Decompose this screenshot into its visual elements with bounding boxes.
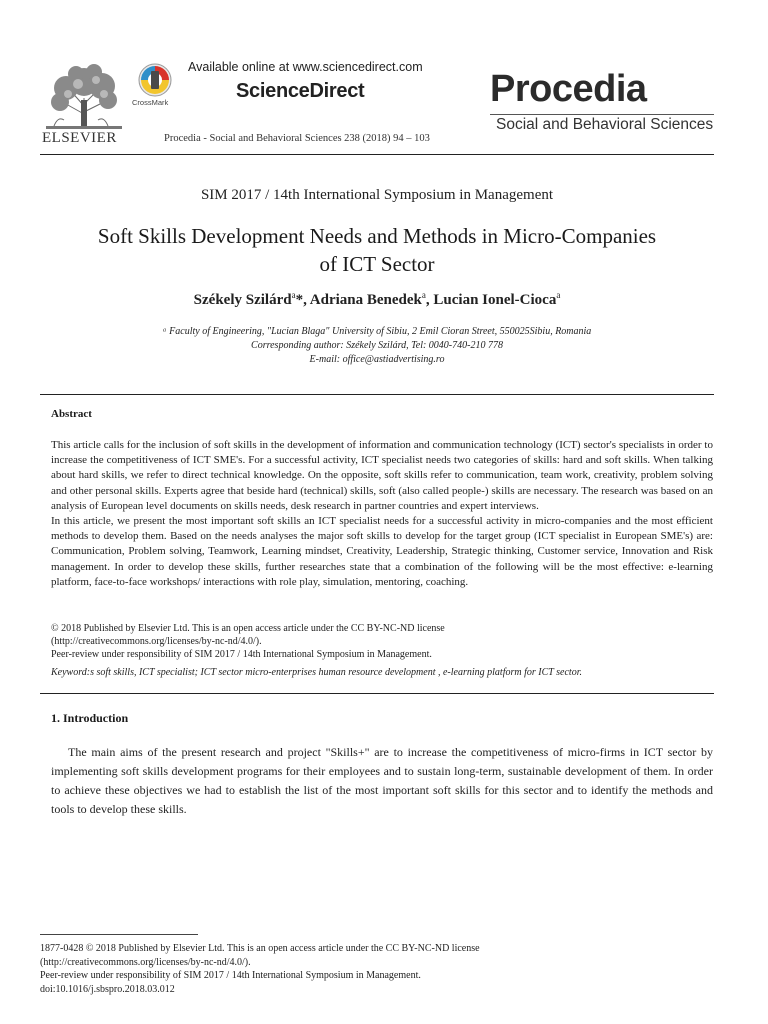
author-email[interactable]: E-mail: office@astiadvertising.ro [309,354,445,365]
affiliation-marker: a [291,290,296,300]
abstract-paragraph: In this article, we present the most important soft skills an ICT specialist needs for a successful activity in micro-companies and the most efficient methods to develop them. Based on the needs analyses the major soft skills to develop for the target group (ICT specialist in European SME's) are: Communication, Problem solving, Teamwork, Learning mindset, Creativity, Leadership, Strategic thinking, Customer service, Innovation and Risk management. In order to develop these skills, further researches state that a combination of the following will be the most effective: e-learning platform, face-to-face workshops/ interactions with role play, simulation, mentoring, coaching. [51,515,713,588]
author-name: Lucian Ionel-Cioca [433,292,557,308]
crossmark-icon[interactable] [138,63,172,97]
sciencedirect-logo[interactable]: ScienceDirect [236,80,365,102]
author-name: Székely Szilárd [193,292,292,308]
affiliation: ᵃ Faculty of Engineering, "Lucian Blaga" University of Sibiu, 2 Emil Cioran Street, 550025Sibiu, Romania [162,326,592,337]
procedia-logo-subtitle: Social and Behavioral Sciences [496,116,714,133]
affiliation-marker: a [556,290,561,300]
peer-review-note: Peer-review under responsibility of SIM 2017 / 14th International Symposium in Management. [51,649,432,660]
header-divider [40,154,714,155]
journal-reference: Procedia - Social and Behavioral Sciences 238 (2018) 94 – 103 [164,133,430,144]
procedia-divider [490,114,714,115]
abstract-copyright [51,622,713,661]
title-line-2: of ICT Sector [319,252,435,276]
abstract-body [51,438,713,590]
available-online-link[interactable]: Available online at www.sciencedirect.com [188,60,423,74]
affiliation-marker: a [421,290,426,300]
procedia-logo-title: Procedia [490,68,647,110]
footer-peer-review: Peer-review under responsibility of SIM 2017 / 14th International Symposium in Management. [40,970,421,982]
abstract-bottom-divider [40,693,714,694]
corresponding-author: Corresponding author: Székely Szilárd, Tel: 0040-740-210 778 [251,340,503,351]
page-footer [40,942,714,996]
author-list [40,290,714,309]
footer-doi[interactable]: doi:10.1016/j.sbspro.2018.03.012 [40,983,175,995]
corresponding-marker: *, [295,292,310,308]
footer-license-link[interactable]: (http://creativecommons.org/licenses/by-nc-nd/4.0/). [40,956,251,968]
license-link[interactable]: (http://creativecommons.org/licenses/by-nc-nd/4.0/). [51,636,262,647]
crossmark-label: CrossMark [132,98,169,107]
conference-name: SIM 2017 / 14th International Symposium in Management [200,187,554,203]
abstract-top-divider [40,394,714,395]
abstract-heading: Abstract [51,408,92,420]
footer-divider [40,934,198,935]
article-title [40,222,714,278]
section-heading: 1. Introduction [51,711,129,725]
copyright-line: © 2018 Published by Elsevier Ltd. This is an open access article under the CC BY-NC-ND license [51,623,445,634]
abstract-paragraph: This article calls for the inclusion of soft skills in the development of information and communication technology (ICT) sector's specialists in order to increase the competitiveness of ICT SME's. For a successful activity, ICT specialist needs two categories of skills: hard and soft skills. When talking about hard skills, we refer to direct technical knowledge. On the opposite, soft skills refer to communication, team work, creativity, problem solving and other personal skills. Experts agree that beside hard (technical) skills, soft (also called people-) skills are necessary. The research was based on an analysis of European level documents on skills needs, desk research in partner countries and expert interviews. [51,439,713,512]
keywords: Keyword:s soft skills, ICT specialist; ICT sector micro-enterprises human resource development , e-learning platform for ICT sector. [51,667,582,678]
introduction-paragraph: The main aims of the present research and project "Skills+" are to increase the competitiveness of micro-firms in ICT sector by implementing soft skills development programs for their employees and to sustain long-term, sustainable development of them. In order to achieve these objectives we had to establish the list of the most important soft skills for this sector and to identify the methods and tools to develop these skills. [51,745,713,816]
publisher-name: ELSEVIER [42,130,117,146]
author-name: Adriana Benedek [309,292,422,308]
footer-copyright: 1877-0428 © 2018 Published by Elsevier Ltd. This is an open access article under the CC BY-NC-ND license [40,943,480,954]
author-separator: , [425,292,434,308]
title-line-1: Soft Skills Development Needs and Methods in Micro-Companies [97,224,657,248]
